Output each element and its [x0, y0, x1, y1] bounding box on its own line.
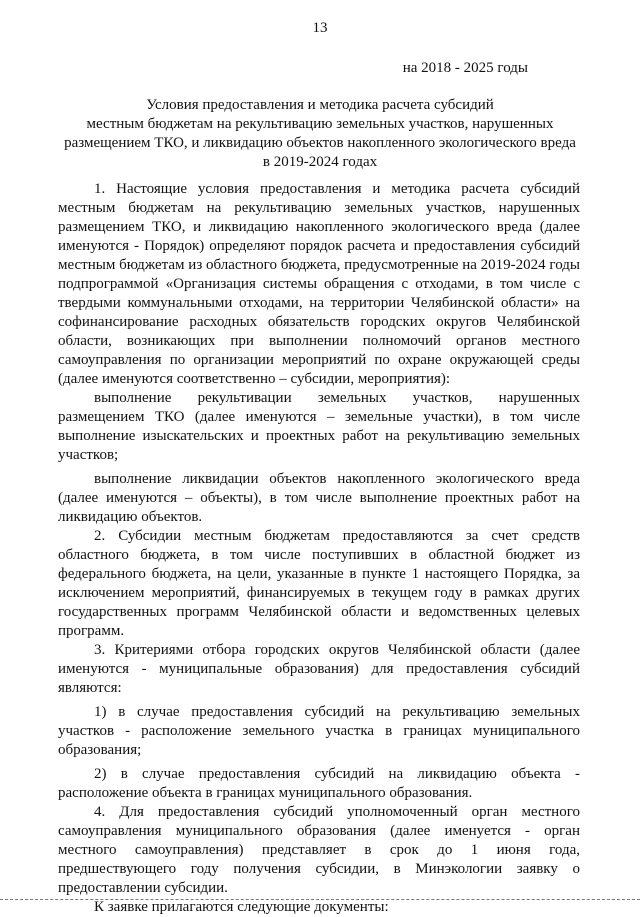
program-period: на 2018 - 2025 годы	[402, 60, 528, 76]
paragraph-criterion-2: 2) в случае предоставления субсидий на ликвидацию объекта - расположение объекта в границах муниципального образования.	[58, 766, 580, 801]
paragraph-2: 2. Субсидии местным бюджетам предоставляются за счет средств областного бюджета, в том числе поступивших в областной бюджет из федерального бюджета, на цели, указанные в пункте 1 настоящего Порядка, за исключением мероприятий, финансируемых в текущем году в рамках других государственных программ Челябинской области и ведомственных целевых программ.	[58, 528, 580, 639]
paragraph-1: 1. Настоящие условия предоставления и методика расчета субсидий местным бюджетам на рекультивацию земельных участков, нарушенных размещением ТКО, и ликвидацию накопленного экологического вреда (далее именуются - Порядок) определяют порядок расчета и предоставления субсидий местным бюджетам из областного бюджета, предусмотренные на 2019-2024 годы подпрограммой «Организация системы обращения с отходами, в том числе с твердыми коммунальными отходами, на территории Челябинской области» на софинансирование расходных обязательств городских округов Челябинской области, возникающих при выполнении полномочий органов местного самоуправления по организации мероприятий по охране окружающей среды (далее именуются соответственно – субсидии, мероприятия):	[58, 181, 580, 387]
title-line: размещением ТКО, и ликвидацию объектов накопленного экологического вреда	[64, 135, 576, 151]
page-number: 13	[312, 20, 328, 36]
title-line: местным бюджетам на рекультивацию земельных участков, нарушенных	[86, 116, 554, 132]
title-line: Условия предоставления и методика расчета субсидий	[146, 97, 494, 113]
paragraph-3: 3. Критериями отбора городских округов Челябинской области (далее именуются - муниципальные образования) для предоставления субсидий являются:	[58, 642, 580, 696]
document-body	[58, 180, 580, 917]
paragraph-reclamation: выполнение рекультивации земельных участков, нарушенных размещением ТКО (далее именуются – земельные участки), в том числе выполнение изыскательских и проектных работ на рекультивацию земельных участков;	[58, 390, 580, 463]
paragraph-liquidation: выполнение ликвидации объектов накопленного экологического вреда (далее именуются – объекты), в том числе выполнение проектных работ на ликвидацию объектов.	[58, 471, 580, 525]
paragraph-attachments: К заявке прилагаются следующие документы:	[94, 899, 389, 915]
section-title	[60, 96, 580, 172]
title-line: в 2019-2024 годах	[262, 154, 378, 170]
page-bottom-divider	[0, 899, 640, 900]
paragraph-4: 4. Для предоставления субсидий уполномоченный орган местного самоуправления муниципального образования (далее именуется - орган местного самоуправления) представляет в срок до 1 июня года, предшествующего году получения субсидии, в Минэкологии заявку о предоставлении субсидии.	[58, 804, 580, 896]
paragraph-criterion-1: 1) в случае предоставления субсидий на рекультивацию земельных участков - расположение земельного участка в границах муниципального образования;	[58, 704, 580, 758]
